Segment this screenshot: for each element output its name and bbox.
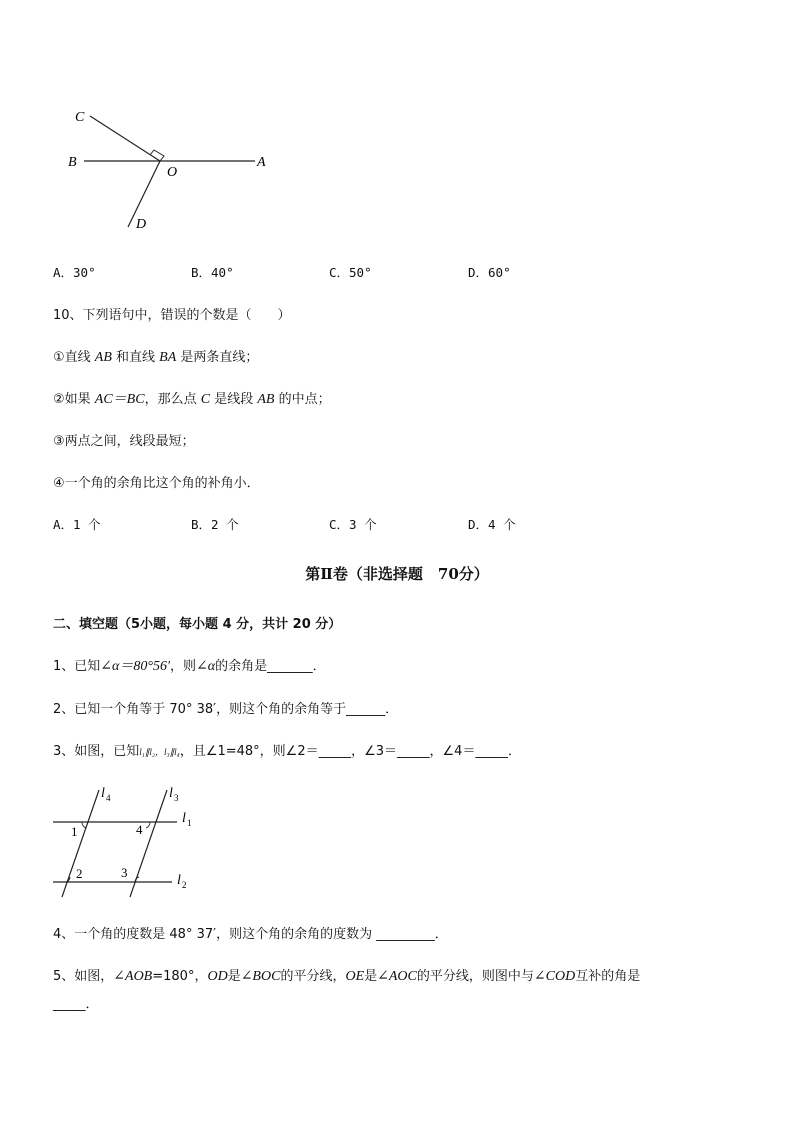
math-expr: ∠α＝80°56′: [100, 659, 171, 674]
fill-q5-line2: _____．: [53, 997, 99, 1012]
angle-arc-4: [146, 822, 150, 828]
label-l3-sub: 3: [174, 793, 179, 803]
label-d: D: [136, 217, 147, 232]
ray-oc: [90, 116, 160, 161]
text-part: 和直线: [111, 350, 160, 365]
fill-q1: [53, 655, 326, 675]
q9-option-b[interactable]: B．40°: [191, 265, 234, 280]
q10-option-a[interactable]: A．1 个: [53, 517, 101, 532]
text-part: ②如果: [53, 392, 95, 407]
fill-q3: [53, 740, 521, 759]
text-part: ，则: [170, 659, 197, 674]
math-var: BA: [159, 350, 177, 365]
q10-option-c[interactable]: C．3 个: [329, 517, 377, 532]
label-angle-3: 3: [121, 865, 128, 880]
q10-statement-2: [53, 388, 331, 408]
q9-option-c[interactable]: C．50°: [329, 265, 372, 280]
q10-option-b[interactable]: B．2 个: [191, 517, 239, 532]
math-var: C: [200, 392, 211, 407]
label-l4: l: [101, 786, 105, 801]
q10-stem: 10、下列语句中，错误的个数是（ ）: [53, 308, 291, 323]
fill-q2: 2、已知一个角等于 70° 38′，则这个角的余角等于______．: [53, 702, 399, 717]
label-angle-4: 4: [136, 822, 143, 837]
label-b: B: [68, 155, 77, 170]
text-part: ，且∠1=48°，则∠2＝_____，∠3＝_____，∠4＝_____．: [179, 744, 521, 759]
label-l1-sub: 1: [187, 818, 192, 828]
text-part: 互补的角是: [575, 969, 641, 984]
math-var: AC＝BC: [94, 392, 145, 407]
text-part: ，那么点: [144, 392, 201, 407]
math-var: OE: [345, 969, 365, 984]
text-part: 5、如图，: [53, 969, 114, 984]
fill-q4: 4、一个角的度数是 48° 37′，则这个角的余角的度数为 _________．: [53, 927, 448, 942]
text-part: 的平分线，: [280, 969, 346, 984]
text-part: 3、如图，已知: [53, 744, 140, 759]
line-l3: [130, 790, 167, 897]
angle-arc-1: [82, 822, 86, 828]
math-expr: l₁∥l₂，l₃∥l₄: [139, 747, 180, 757]
label-angle-2: 2: [76, 866, 83, 881]
text-part: 是: [227, 969, 241, 984]
text-part: ①直线: [53, 350, 95, 365]
label-o: O: [167, 165, 178, 180]
q9-option-d[interactable]: D．60°: [468, 265, 511, 280]
text-part: 的中点；: [274, 392, 331, 407]
q10-statement-4: ④一个角的余角比这个角的补角小．: [53, 476, 260, 491]
label-l3: l: [169, 786, 173, 801]
math-expr: ∠COD: [533, 969, 576, 984]
text-part: 是线段: [210, 392, 258, 407]
q9-option-a[interactable]: A．30°: [53, 265, 96, 280]
section-title: 第Ⅱ卷（非选择题 70分）: [305, 565, 489, 583]
label-a: A: [257, 155, 266, 170]
math-var: AB: [257, 392, 275, 407]
math-var: OD: [207, 969, 228, 984]
label-l4-sub: 4: [106, 793, 111, 803]
math-expr: ∠AOC: [377, 969, 417, 984]
math-expr: ∠BOC: [240, 969, 281, 984]
math-expr: ∠AOB: [113, 969, 153, 984]
q10-statement-3: ③两点之间，线段最短；: [53, 434, 195, 449]
angle-figure: [60, 100, 290, 240]
label-l2-sub: 2: [182, 880, 187, 890]
text-part: 的余角是_______．: [215, 659, 326, 674]
section-heading: 二、填空题（5小题，每小题 4 分，共计 20 分）: [53, 617, 342, 632]
label-angle-1: 1: [71, 824, 78, 839]
parallel-lines-figure: [50, 780, 210, 900]
q10-option-d[interactable]: D．4 个: [468, 517, 516, 532]
math-var: AB: [94, 350, 112, 365]
text-part: 是: [364, 969, 378, 984]
label-c: C: [75, 110, 85, 125]
label-l2: l: [177, 873, 181, 888]
text-part: =180°，: [152, 969, 208, 984]
q10-statement-1: [53, 346, 258, 366]
text-part: 1、已知: [53, 659, 101, 674]
text-part: 的平分线，则图中与: [416, 969, 534, 984]
math-expr: ∠α: [196, 659, 216, 674]
fill-q5: [53, 965, 640, 985]
label-l1: l: [182, 811, 186, 826]
text-part: 是两条直线；: [176, 350, 259, 365]
